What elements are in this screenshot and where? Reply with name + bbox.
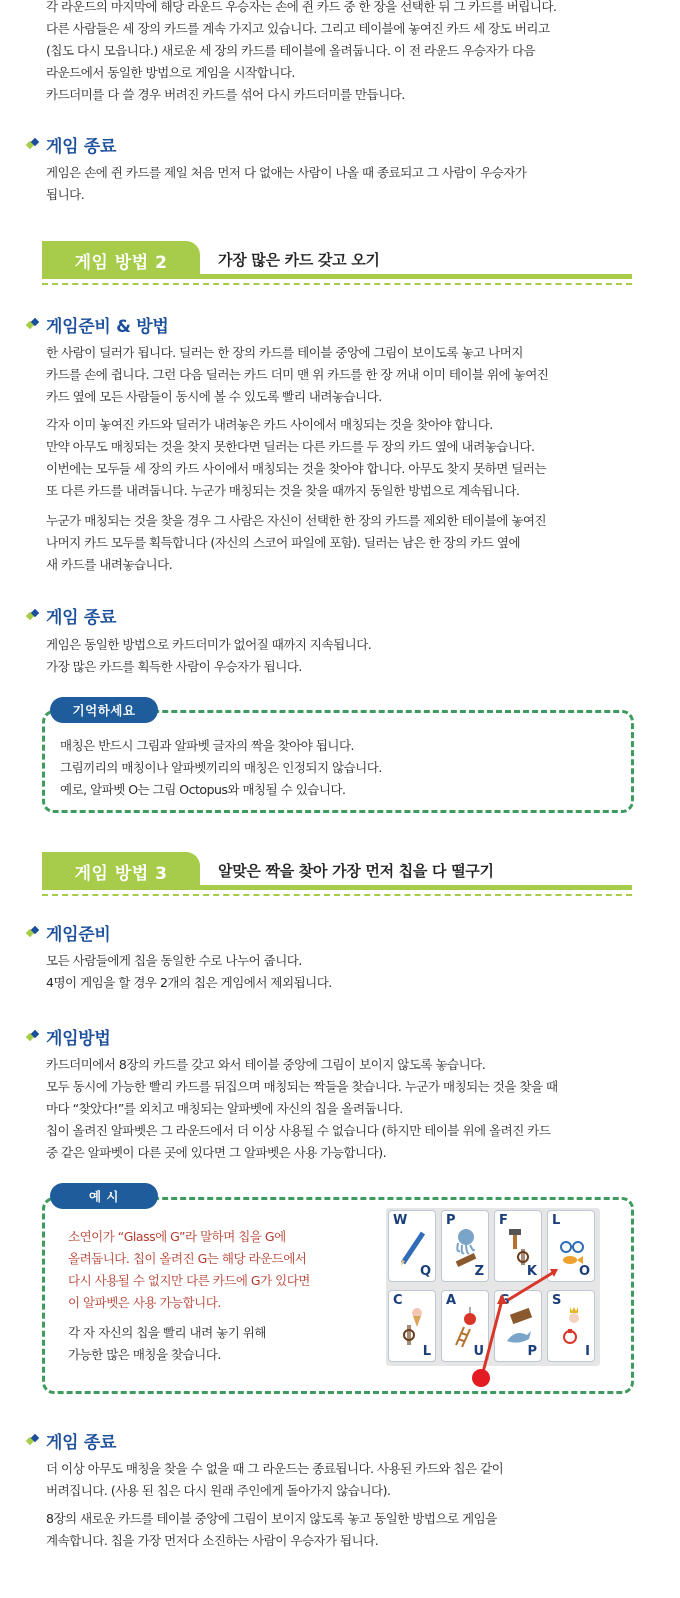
section-title-text: 게임 종료 [46,607,117,628]
method-2-para-2 [46,414,646,502]
card-letter: F [499,1213,508,1228]
section-title-text: 게임준비 & 방법 [46,316,169,337]
text-line: 각 자 자신의 칩을 빨리 내려 놓기 위해 [68,1325,266,1340]
method-3-banner [42,852,632,896]
text-line: 됩니다. [46,187,85,202]
card-letter: L [422,1344,431,1359]
card-letter: L [552,1213,561,1228]
section-title-text: 게임 종료 [46,136,117,157]
text-line: 그림끼리의 매칭이나 알파벳끼리의 매칭은 인정되지 않습니다. [60,760,382,775]
text-line: 만약 아무도 매칭되는 것을 찾지 못한다면 딜러는 다른 카드를 두 장의 카드 옆에 내려놓습니다. [46,439,535,454]
chip-icon [472,1369,490,1387]
section-title-text: 게임방법 [46,1028,111,1049]
end-2-paragraph [46,634,646,678]
example-label: 예 시 [50,1183,158,1209]
section-title-method-3 [26,1024,111,1048]
diamond-bullet-icon [26,608,41,623]
banner-rule [200,274,632,279]
example-red-text [68,1226,378,1314]
card-letter: U [473,1344,484,1359]
text-line: 라운드에서 동일한 방법으로 게임을 시작합니다. [46,65,295,80]
method-2-subtitle: 가장 많은 카드 갖고 오기 [218,251,380,269]
banner-dashed-rule [42,894,632,896]
text-line: 카드더미를 다 쓸 경우 버려진 카드를 섞어 다시 카드더미를 만듭니다. [46,87,405,102]
section-title-prep-3 [26,920,111,944]
card-letter: A [446,1293,457,1308]
text-line: 다른 사람들은 세 장의 카드를 계속 가지고 있습니다. 그리고 테이블에 놓여진 카드 세 장도 버리고 [46,21,550,36]
text-line: 누군가 매칭되는 것을 찾을 경우 그 사람은 자신이 선택한 한 장의 카드를 제외한 테이블에 놓여진 [46,513,547,528]
text-line: 게임은 동일한 방법으로 카드더미가 없어질 때까지 지속됩니다. [46,637,372,652]
text-line: 매칭은 반드시 그림과 알파벳 글자의 짝을 찾아야 됩니다. [60,738,355,753]
card-letter: P [446,1213,456,1228]
text-line: 새 카드를 내려놓습니다. [46,557,173,572]
text-line: 모두 동시에 가능한 빨리 카드를 뒤집으며 매칭되는 짝들을 찾습니다. 누군가 매칭되는 것을 찾을 때 [46,1079,558,1094]
diamond-bullet-icon [26,137,41,152]
text-line: 더 이상 아무도 매칭을 찾을 수 없을 때 그 라운드는 종료됩니다. 사용된 카드와 칩은 같이 [46,1461,504,1476]
banner-rule [200,885,632,890]
card-letter: P [527,1344,537,1359]
card-letter: Z [474,1264,484,1279]
text-line: 카드 옆에 모든 사람들이 동시에 볼 수 있도록 빨리 내려놓습니다. [46,389,382,404]
text-line: 각자 이미 놓여진 카드와 딜러가 내려놓은 카드 사이에서 매칭되는 것을 찾아야 합니다. [46,417,493,432]
method-3-subtitle: 알맞은 짝을 찾아 가장 먼저 칩을 다 떨구기 [218,862,494,880]
text-line: 소연이가 “Glass에 G”라 말하며 칩을 G에 [68,1229,286,1244]
diamond-bullet-icon [26,1029,41,1044]
method-3-paragraph [46,1054,646,1164]
text-line: 또 다른 카드를 내려둡니다. 누군가 매칭되는 것을 찾을 때까지 동일한 방법으로 계속됩니다. [46,483,520,498]
text-line: 게임은 손에 쥔 카드를 제일 처음 먼저 다 없애는 사람이 나올 때 종료되고 그 사람이 우승자가 [46,165,527,180]
text-line: 한 사람이 딜러가 됩니다. 딜러는 한 장의 카드를 테이블 중앙에 그림이 보이도록 놓고 나머지 [46,345,523,360]
text-line: 카드를 손에 쥡니다. 그런 다음 딜러는 카드 더미 맨 위 카드를 한 장 꺼내 이미 테이블 위에 놓여진 [46,367,549,382]
card-letter: S [552,1293,562,1308]
text-line: 각 라운드의 마지막에 해당 라운드 우승자는 손에 쥔 카드 중 한 장을 선택한 뒤 그 카드를 버립니다. [46,0,557,14]
intro-paragraph [46,0,646,106]
method-2-para-3 [46,510,646,576]
text-line: 칩이 올려진 알파벳은 그 라운드에서 더 이상 사용될 수 없습니다 (하지만 테이블 위에 올려진 카드 [46,1123,551,1138]
text-line: 중 같은 알파벳이 다른 곳에 있다면 그 알파벳은 사용 가능합니다). [46,1145,387,1160]
text-line: 나머지 카드 모두를 획득합니다 (자신의 스코어 파일에 포함). 딜러는 남은 한 장의 카드 옆에 [46,535,521,550]
diamond-bullet-icon [26,925,41,940]
text-line: 이번에는 모두들 세 장의 카드 사이에서 매칭되는 것을 찾아야 합니다. 아무도 찾지 못하면 딜러는 [46,461,547,476]
text-line: 이 알파벳은 사용 가능합니다. [68,1295,221,1310]
section-title-text: 게임 종료 [46,1432,117,1453]
section-title-end-1 [26,132,116,156]
section-title-prep-2 [26,312,169,336]
method-3-tab: 게임 방법 3 [42,852,200,890]
text-line: 버려집니다. (사용 된 칩은 다시 원래 주인에게 돌아가지 않습니다). [46,1483,391,1498]
card-letter: I [585,1344,590,1359]
card-letter: O [578,1264,590,1279]
section-title-text: 게임준비 [46,924,111,945]
section-title-end-3 [26,1428,116,1452]
end-1-paragraph [46,162,646,206]
card-letter: C [393,1293,403,1308]
remember-text [60,735,660,801]
prep-3-paragraph [46,950,646,994]
text-line: 가능한 많은 매칭을 찾습니다. [68,1347,221,1362]
method-2-tab: 게임 방법 2 [42,241,200,279]
end-3-para-1 [46,1458,646,1502]
diamond-bullet-icon [26,1433,41,1448]
text-line: 4명이 게임을 할 경우 2개의 칩은 게임에서 제외됩니다. [46,975,332,990]
example-text [68,1322,378,1366]
card-letter: K [526,1264,537,1279]
text-line: 8장의 새로운 카드를 테이블 중앙에 그림이 보이지 않도록 놓고 동일한 방법으로 게임을 [46,1511,497,1526]
card-letter: W [393,1213,408,1228]
match-arrow-icon [386,1208,600,1388]
text-line: 다시 사용될 수 없지만 다른 카드에 G가 있다면 [68,1273,310,1288]
text-line: 예로, 알파벳 O는 그림 Octopus와 매칭될 수 있습니다. [60,782,346,797]
banner-dashed-rule [42,283,632,285]
diamond-bullet-icon [26,317,41,332]
method-2-para-1 [46,342,646,408]
text-line: (칩도 다시 모읍니다.) 새로운 세 장의 카드를 테이블에 올려둡니다. 이 전 라운드 우승자가 다음 [46,43,536,58]
end-3-para-2 [46,1508,646,1552]
method-2-banner [42,241,632,285]
card-letter: Q [419,1264,431,1279]
text-line: 가장 많은 카드를 획득한 사람이 우승자가 됩니다. [46,659,302,674]
text-line: 계속합니다. 칩을 가장 먼저다 소진하는 사람이 우승자가 됩니다. [46,1533,379,1548]
text-line: 마다 “찾았다!”를 외치고 매칭되는 알파벳에 자신의 칩을 올려둡니다. [46,1101,403,1116]
section-title-end-2 [26,603,116,627]
remember-label: 기억하세요 [50,697,158,723]
text-line: 올려둡니다. 칩이 올려진 G는 해당 라운드에서 [68,1251,307,1266]
text-line: 모든 사람들에게 칩을 동일한 수로 나누어 줍니다. [46,953,302,968]
text-line: 카드더미에서 8장의 카드를 갖고 와서 테이블 중앙에 그림이 보이지 않도록 놓습니다. [46,1057,486,1072]
